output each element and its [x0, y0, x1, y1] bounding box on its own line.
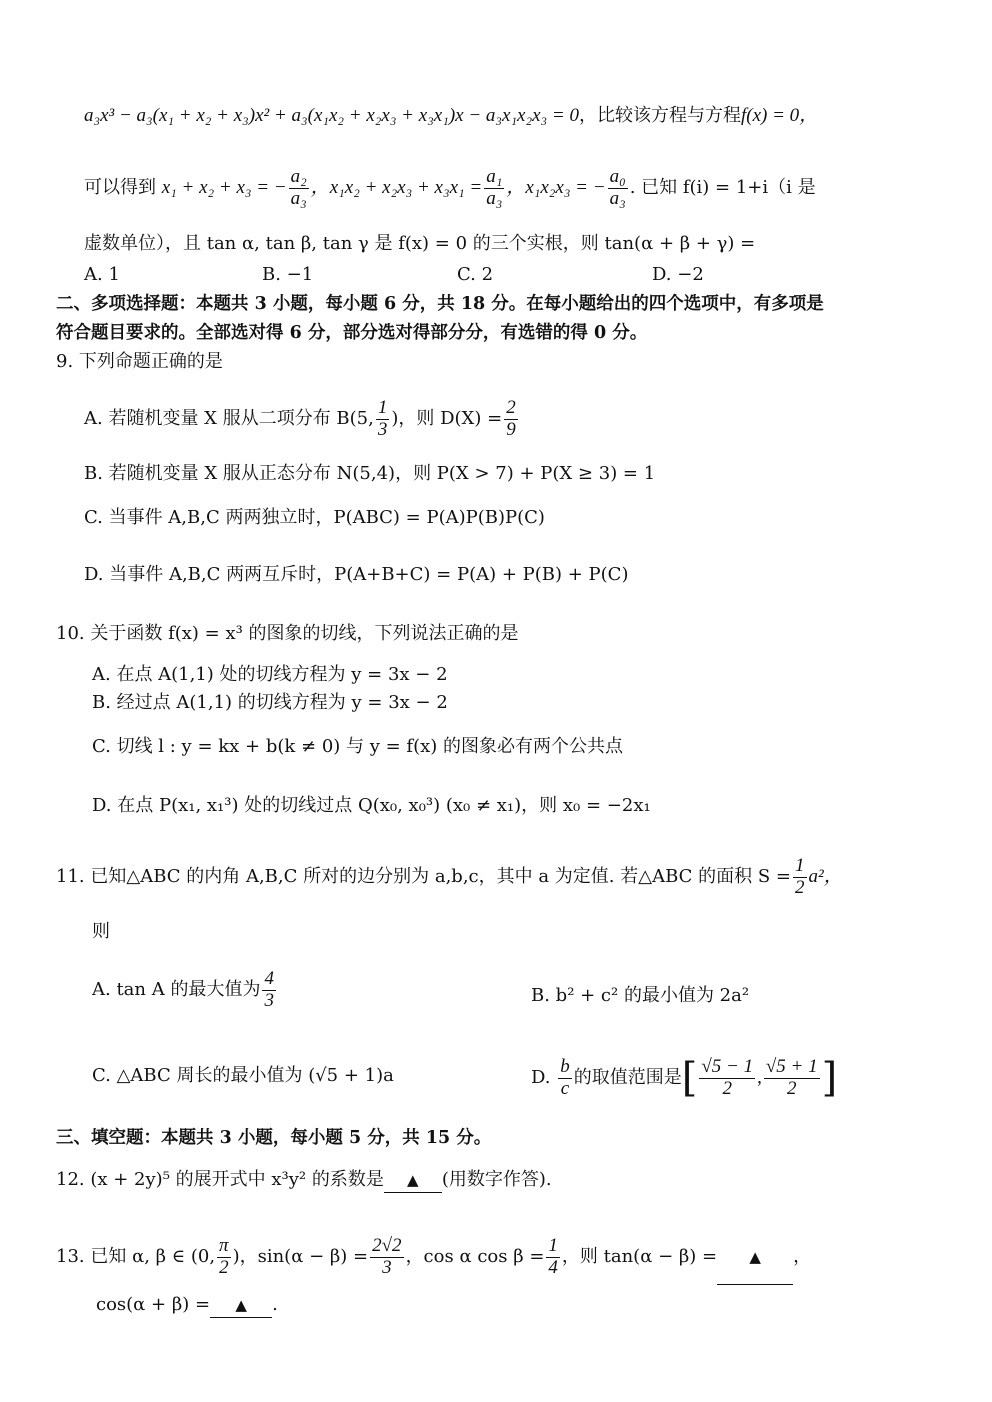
q10-option-c: C. 切线 l : y = kx + b(k ≠ 0) 与 y = f(x) 的图象必有两个公共点 [92, 736, 624, 757]
q8-option-a: A. 1 [84, 264, 120, 285]
frac-b-c: $\frac{b}{c}$ [560, 1055, 570, 1099]
frac-2-9: $\frac{2}{9}$ [506, 396, 516, 440]
q11-stem: 11. 已知△ABC 的内角 A,B,C 所对的边分别为 a,b,c，其中 a 为定值. 若△ABC 的面积 S = $\frac{1}{2}$ a²， [56, 854, 843, 898]
vieta-eq1: x₁ + x₂ + x₃ = − [161, 177, 287, 198]
intro-line-3: 虚数单位），且 tan α, tan β, tan γ 是 f(x) = 0 的三个实根，则 tan(α + β + γ) = [84, 233, 756, 254]
section2-heading-line2: 符合题目要求的。全部选对得 6 分，部分选对得部分分，有选错的得 0 分。 [56, 323, 648, 343]
frac-1-2: $\frac{1}{2}$ [795, 854, 805, 898]
q11-option-d: D. $\frac{b}{c}$ 的取值范围是[ $\frac{√5 - 1}{2}$ , $\frac{√5 + 1}{2}$ ] [531, 1055, 838, 1101]
q11-option-c: C. △ABC 周长的最小值为 (√5 + 1)a [92, 1065, 394, 1086]
section2-heading-line1: 二、多项选择题：本题共 3 小题，每小题 6 分，共 18 分。在每小题给出的四个选项中，有多项是 [56, 294, 824, 314]
q8-option-d: D. −2 [652, 264, 704, 285]
intro-line-2 [84, 163, 816, 213]
q13-question: 13. 已知 α, β ∈ (0, $\frac{\pi}{2}$ )，sin(α − β) = $\frac{2√2}{3}$ ，cos α cos β = $\frac{1}{4}$ ，则 tan(α − β) = ▲ ， [56, 1230, 811, 1285]
q8-option-c: C. 2 [457, 264, 494, 285]
intro-line-1 [84, 104, 818, 128]
q12-answer-blank[interactable]: ▲ [384, 1168, 442, 1193]
intro-pre: 可以得到 [84, 177, 156, 198]
vieta-eq2: ，x₁x₂ + x₂x₃ + x₃x₁ = [310, 177, 483, 198]
frac-a0-a3: $\frac{\text{a₀}}{\text{a₃}}$ [609, 165, 626, 209]
frac-4-3: $\frac{4}{3}$ [264, 967, 274, 1011]
frac-sqrt5-minus-1-over-2: $\frac{√5 - 1}{2}$ [701, 1055, 754, 1099]
frac-1-4: $\frac{1}{4}$ [548, 1234, 558, 1278]
section3-heading: 三、填空题：本题共 3 小题，每小题 5 分，共 15 分。 [56, 1128, 492, 1148]
intro-text: ，比较该方程与方程 [578, 105, 741, 126]
intro-fx: f(x) = 0， [740, 105, 819, 126]
q10-option-d: D. 在点 P(x₁, x₁³) 处的切线过点 Q(x₀, x₀³) (x₀ ≠ x₁)，则 x₀ = −2x₁ [92, 795, 651, 816]
q11-option-b: B. b² + c² 的最小值为 2a² [531, 985, 750, 1006]
q12-question: 12. (x + 2y)⁵ 的展开式中 x³y² 的系数是 ▲ (用数字作答). [56, 1168, 552, 1193]
q11-stem-line2: 则 [92, 921, 110, 942]
q9-stem: 9. 下列命题正确的是 [56, 351, 223, 372]
cubic-equation: a₃x³ − a₃(x₁ + x₂ + x₃)x² + a₃(x₁x₂ + x₂x₃ + x₃x₁)x − a₃x₁x₂x₃ = 0 [84, 105, 579, 126]
intro-line2-tail: . 已知 f(i) = 1+i（i 是 [629, 177, 816, 198]
q8-option-b: B. −1 [262, 264, 314, 285]
q9-option-b: B. 若随机变量 X 服从正态分布 N(5,4)，则 P(X > 7) + P(X ≥ 3) = 1 [84, 463, 656, 484]
q10-stem: 10. 关于函数 f(x) = x³ 的图象的切线，下列说法正确的是 [56, 623, 519, 644]
q10-option-a: A. 在点 A(1,1) 处的切线方程为 y = 3x − 2 [92, 664, 448, 685]
frac-a1-a3: $\frac{\text{a₁}}{\text{a₃}}$ [486, 165, 503, 209]
right-bracket: ] [821, 1055, 838, 1101]
left-bracket: [ [681, 1055, 698, 1101]
vieta-eq3: ，x₁x₂x₃ = − [506, 177, 606, 198]
q13-answer-blank-1[interactable]: ▲ [717, 1230, 793, 1285]
q13-line2: cos(α + β) = ▲ . [96, 1293, 278, 1318]
q9-option-a: A. 若随机变量 X 服从二项分布 B(5, $\frac{1}{3}$ )，则 D(X) = $\frac{2}{9}$ [84, 396, 516, 440]
frac-pi-2: $\frac{\pi}{2}$ [219, 1234, 229, 1278]
q13-answer-blank-2[interactable]: ▲ [210, 1293, 272, 1318]
frac-sqrt5-plus-1-over-2: $\frac{√5 + 1}{2}$ [765, 1055, 818, 1099]
q11-option-a: A. tan A 的最大值为 $\frac{4}{3}$ [92, 967, 274, 1011]
frac-2sqrt2-3: $\frac{2√2}{3}$ [372, 1234, 402, 1278]
q10-option-b: B. 经过点 A(1,1) 的切线方程为 y = 3x − 2 [92, 692, 448, 713]
frac-a2-a3: $\frac{\text{a₂}}{\text{a₃}}$ [290, 165, 307, 209]
frac-1-3: $\frac{1}{3}$ [377, 396, 388, 440]
q9-option-d: D. 当事件 A,B,C 两两互斥时，P(A+B+C) = P(A) + P(B) + P(C) [84, 564, 629, 585]
q9-option-c: C. 当事件 A,B,C 两两独立时，P(ABC) = P(A)P(B)P(C) [84, 507, 545, 528]
